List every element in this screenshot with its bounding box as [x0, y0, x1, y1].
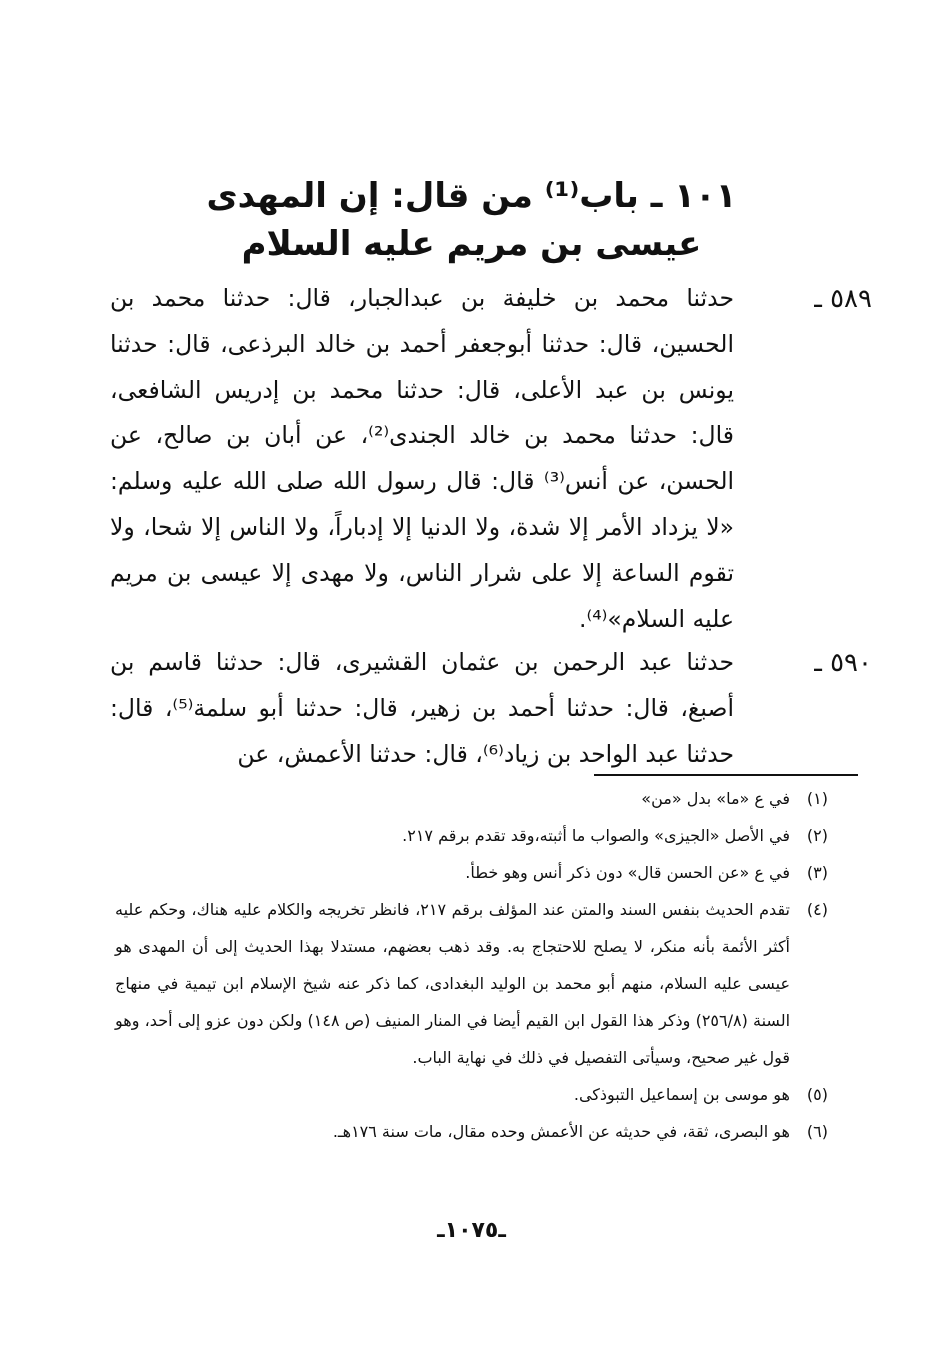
- page-number: ـ١٠٧٥ـ: [437, 1218, 506, 1243]
- footnote-2: [115, 817, 828, 854]
- hadith-number: ٥٨٩ ـ: [814, 284, 872, 314]
- footnote-number: (٢): [806, 826, 828, 845]
- footnotes: [115, 780, 828, 1150]
- footnote-text: هو موسى بن إسماعيل التبوذكى.: [573, 1085, 790, 1104]
- footnote-5: [115, 1076, 828, 1113]
- footnote-text: في ع «ما» بدل «من»: [641, 789, 790, 808]
- footnote-3: [115, 854, 828, 891]
- footnote-number: (٣): [806, 863, 828, 882]
- footnote-text: تقدم الحديث بنفس السند والمتن عند المؤلف برقم ٢١٧، فانظر تخريجه والكلام عليه هناك، وحكم عليه أكثر الأئمة بأنه منكر، لا يصلح للاحتجاج به. وقد ذهب بعضهم، مستدلا بهذا الحديث إلى أن المهدى هو عيسى عليه السلام، منهم أبو محمد بن الوليد البغدادى، كما ذكر عنه شيخ الإسلام ابن تيمية في منهاج السنة (٢٥٦/٨) وذكر هذا القول ابن القيم أيضا في المنار المنيف (ص ١٤٨) ولكن دون عزو إلى أحد، وهو قول غير صحيح، وسيأتى التفصيل في ذلك في نهاية الباب.: [115, 900, 791, 1067]
- chapter-title-line-2: عيسى بن مريم عليه السلام: [241, 224, 702, 264]
- footnote-number: (٤): [806, 900, 828, 919]
- footnote-4: [115, 891, 828, 1076]
- footnote-text: هو البصرى، ثقة، في حديثه عن الأعمش وحده مقال، مات سنة ١٧٦هـ.: [332, 1122, 790, 1141]
- footnote-text: في ع «عن الحسن قال» دون ذكر أنس وهو خطأ.: [465, 863, 790, 882]
- hadith-text: حدثنا عبد الرحمن بن عثمان القشيرى، قال: حدثنا قاسم بن أصبغ، قال: حدثنا أحمد بن زهير، قال: حدثنا أبو سلمة⁽⁵⁾، قال: حدثنا عبد الواحد بن زياد⁽⁶⁾، قال: حدثنا الأعمش، عن: [110, 648, 735, 768]
- footnote-number: (١): [806, 789, 828, 808]
- hadith-589: [110, 276, 872, 642]
- chapter-title-line-1: ١٠١ ـ باب⁽¹⁾ من قال: إن المهدى: [206, 176, 737, 216]
- hadith-number: ٥٩٠ ـ: [814, 648, 872, 678]
- footnote-number: (٥): [806, 1085, 828, 1104]
- footnote-6: [115, 1113, 828, 1150]
- footnote-1: [115, 780, 828, 817]
- hadith-text: حدثنا محمد بن خليفة بن عبدالجبار، قال: حدثنا محمد بن الحسين، قال: حدثنا أبوجعفر أحمد بن خالد البرذعى، قال: حدثنا يونس بن عبد الأعلى، قال: حدثنا محمد بن إدريس الشافعى، قال: حدثنا محمد بن خالد الجندى⁽²⁾، عن أبان بن صالح، عن الحسن، عن أنس⁽³⁾ قال: قال رسول الله صلى الله عليه وسلم: «لا يزداد الأمر إلا شدة، ولا الدنيا إلا إدباراً، ولا الناس إلا شحا، ولا تقوم الساعة إلا على شرار الناس، ولا مهدى إلا عيسى بن مريم عليه السلام»⁽⁴⁾.: [110, 284, 735, 633]
- hadith-590: [110, 640, 872, 777]
- footnote-divider: [594, 774, 858, 776]
- footnote-number: (٦): [806, 1122, 828, 1141]
- footnote-text: في الأصل «الجيزى» والصواب ما أثبته،وقد تقدم برقم ٢١٧.: [402, 826, 790, 845]
